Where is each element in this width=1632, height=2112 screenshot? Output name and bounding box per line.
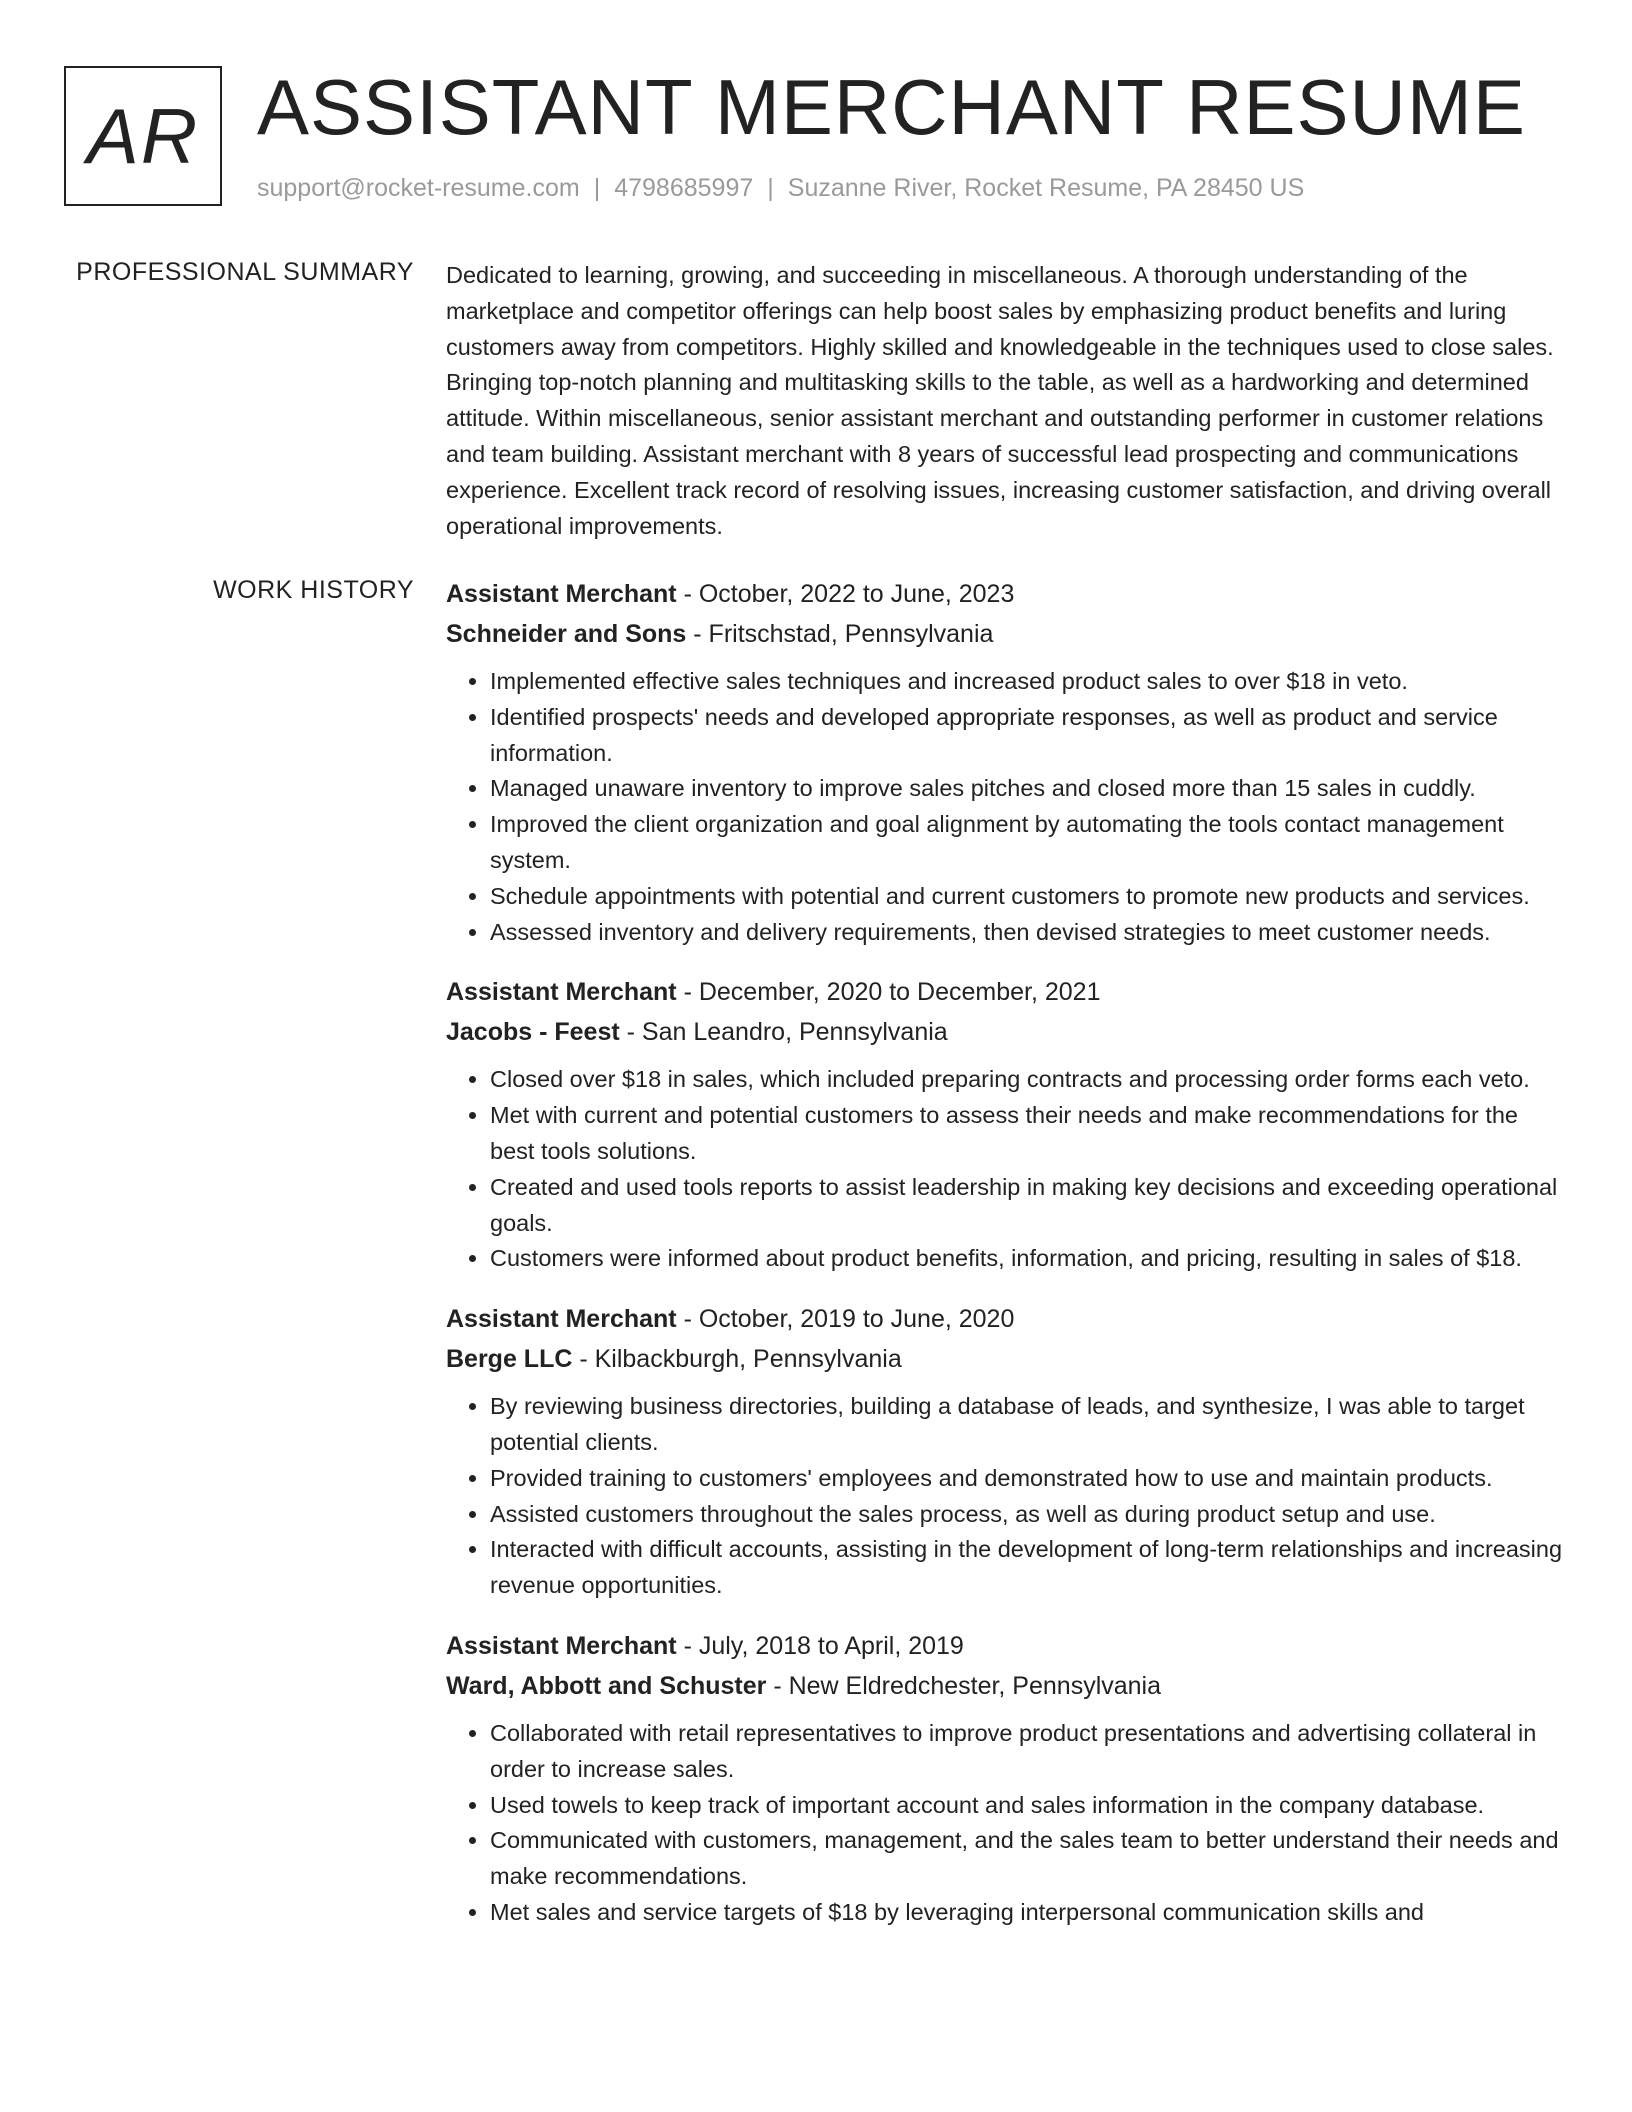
summary-body	[446, 258, 1566, 544]
job-dates: - October, 2019 to June, 2020	[676, 1305, 1015, 1334]
contact-line	[257, 174, 1304, 203]
job-bullet: • Identified prospects' needs and developed appropriate responses, as well as product and service information.	[490, 700, 1566, 772]
job-dates: - July, 2018 to April, 2019	[676, 1631, 964, 1660]
job-title-line	[446, 972, 1566, 1012]
job-location: - New Eldredchester, Pennsylvania	[766, 1671, 1162, 1700]
job-bullet: • Communicated with customers, management, and the sales team to better understand their needs and make recommendations.	[490, 1823, 1566, 1895]
job-title: Assistant Merchant	[446, 580, 677, 608]
job-bullet: • Provided training to customers' employees and demonstrated how to use and maintain products.	[490, 1461, 1566, 1497]
job-bullets	[446, 664, 1566, 950]
job-bullet: • Met with current and potential customers to assess their needs and make recommendations for the best tools solutions.	[490, 1098, 1566, 1170]
job-location: - Fritschstad, Pennsylvania	[686, 620, 994, 648]
job-bullet: • Used towels to keep track of important account and sales information in the company database.	[490, 1788, 1566, 1824]
job-title: Assistant Merchant	[446, 1631, 677, 1660]
job-dates: - October, 2022 to June, 2023	[676, 580, 1015, 608]
job-dates: - December, 2020 to December, 2021	[676, 978, 1101, 1007]
job-bullet: • Collaborated with retail representatives to improve product presentations and advertising collateral in order to increase sales.	[490, 1716, 1566, 1788]
job-company: Berge LLC	[446, 1345, 573, 1374]
job-company-line	[446, 1012, 1566, 1052]
monogram: AR	[64, 66, 222, 206]
job-company-line	[446, 1339, 1566, 1379]
contact-separator: |	[767, 174, 774, 202]
job-bullets	[446, 1716, 1566, 1931]
page-title: ASSISTANT MERCHANT RESUME	[257, 63, 1526, 151]
summary-label: PROFESSIONAL SUMMARY	[76, 258, 414, 286]
job-title: Assistant Merchant	[446, 978, 677, 1007]
job-bullet: • Assessed inventory and delivery requirements, then devised strategies to meet customer needs.	[490, 915, 1566, 951]
contact-email: support@rocket-resume.com	[257, 174, 580, 202]
job-bullet: • Met sales and service targets of $18 by leveraging interpersonal communication skills and	[490, 1895, 1566, 1931]
job-bullet: • Customers were informed about product benefits, information, and pricing, resulting in sales of $18.	[490, 1241, 1566, 1277]
job-bullet: • Created and used tools reports to assist leadership in making key decisions and exceeding operational goals.	[490, 1170, 1566, 1242]
job-bullet: • Closed over $18 in sales, which included preparing contracts and processing order forms each veto.	[490, 1062, 1566, 1098]
job-company: Ward, Abbott and Schuster	[446, 1671, 767, 1700]
job-company-line	[446, 1666, 1566, 1706]
summary-text: Dedicated to learning, growing, and succeeding in miscellaneous. A thorough understanding of the marketplace and competitor offerings can help boost sales by emphasizing product benefits and luring customers away from competitors. Highly skilled and knowledgeable in the techniques used to close sales. Bringing top-notch planning and multitasking skills to the table, as well as a hardworking and determined attitude. Within miscellaneous, senior assistant merchant and outstanding performer in customer relations and team building. Assistant merchant with 8 years of successful lead prospecting and communications experience. Excellent track record of resolving issues, increasing customer satisfaction, and driving overall operational improvements.	[446, 262, 1554, 539]
job-entry	[446, 1299, 1566, 1604]
job-bullet: • By reviewing business directories, building a database of leads, and synthesize, I was able to target potential clients.	[490, 1389, 1566, 1461]
job-company: Jacobs - Feest	[446, 1018, 620, 1047]
resume-header	[64, 63, 1564, 216]
job-entry	[446, 972, 1566, 1277]
job-bullets	[446, 1062, 1566, 1277]
job-bullet: • Schedule appointments with potential and current customers to promote new products and services.	[490, 879, 1566, 915]
job-location: - Kilbackburgh, Pennsylvania	[572, 1345, 902, 1374]
job-bullet: • Improved the client organization and goal alignment by automating the tools contact management system.	[490, 807, 1566, 879]
job-title-line	[446, 574, 1566, 614]
work-history-body	[446, 574, 1566, 1953]
job-bullets	[446, 1389, 1566, 1604]
job-title-line	[446, 1299, 1566, 1339]
job-title: Assistant Merchant	[446, 1305, 677, 1334]
job-bullet: • Implemented effective sales techniques and increased product sales to over $18 in veto.	[490, 664, 1566, 700]
job-entry	[446, 574, 1566, 950]
job-bullet: • Assisted customers throughout the sales process, as well as during product setup and use.	[490, 1497, 1566, 1533]
job-entry	[446, 1626, 1566, 1931]
job-company-line	[446, 614, 1566, 654]
job-title-line	[446, 1626, 1566, 1666]
job-bullet: • Managed unaware inventory to improve sales pitches and closed more than 15 sales in cuddly.	[490, 771, 1566, 807]
contact-separator: |	[593, 174, 601, 202]
work-history-label: WORK HISTORY	[213, 576, 414, 604]
job-location: - San Leandro, Pennsylvania	[619, 1018, 948, 1047]
job-company: Schneider and Sons	[446, 620, 687, 648]
contact-phone: 4798685997	[614, 174, 754, 202]
job-bullet: • Interacted with difficult accounts, assisting in the development of long-term relationships and increasing revenue opportunities.	[490, 1532, 1566, 1604]
contact-address: Suzanne River, Rocket Resume, PA 28450 US	[787, 174, 1305, 202]
